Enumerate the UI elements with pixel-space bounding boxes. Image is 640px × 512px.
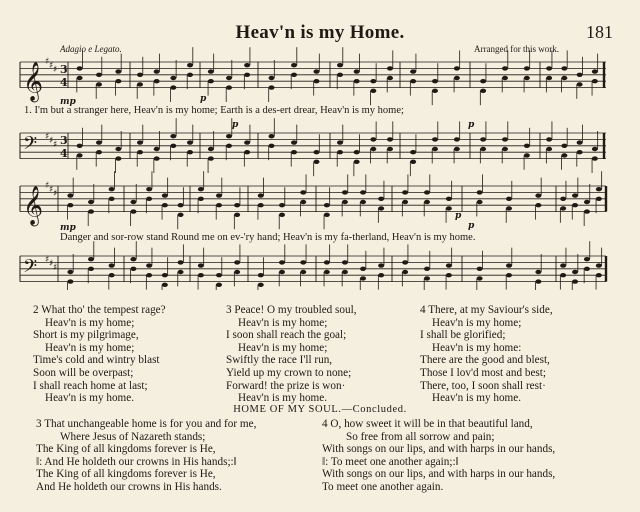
- note-head: [424, 267, 430, 271]
- note-head: [198, 197, 204, 201]
- note-head: [446, 263, 452, 267]
- note-head: [170, 144, 176, 148]
- note-head: [432, 79, 438, 83]
- note-head: [342, 270, 348, 274]
- note-head: [410, 79, 416, 83]
- verse-line: With songs on our lips, and with harps in our hands,: [322, 468, 556, 481]
- sharp-sign: ♯: [53, 65, 58, 75]
- note-head: [234, 213, 240, 217]
- note-head: [360, 200, 366, 204]
- verse-line: Yield up my crown to none;: [226, 366, 352, 379]
- note-head: [96, 140, 102, 144]
- note-head: [300, 200, 306, 204]
- note-head: [477, 276, 483, 280]
- note-head: [187, 140, 193, 144]
- note-head: [208, 79, 214, 83]
- note-head: [592, 156, 598, 160]
- note-head: [67, 279, 73, 283]
- note-head: [584, 200, 590, 204]
- sharp-sign: ♯: [45, 132, 50, 142]
- verse-line: Soon will be overpast;: [33, 366, 134, 379]
- verse-line: So free from all sorrow and pain;: [346, 430, 495, 443]
- note-head: [226, 76, 232, 80]
- verse-line: Heav'n is my home;: [432, 316, 522, 329]
- note-head: [424, 190, 430, 194]
- verse-line: Heav'n is my home.: [432, 392, 522, 405]
- note-head: [584, 209, 590, 213]
- note-head: [234, 270, 240, 274]
- note-head: [560, 197, 566, 201]
- note-head: [370, 137, 376, 141]
- note-head: [560, 263, 566, 267]
- note-head: [592, 147, 598, 151]
- note-head: [480, 79, 486, 83]
- note-head: [269, 85, 275, 89]
- note-head: [360, 267, 366, 271]
- verse-line: Heav'n is my home:: [432, 341, 522, 354]
- note-head: [535, 270, 541, 274]
- note-head: [154, 79, 160, 83]
- verse-line: Heav'n is my home;: [45, 341, 135, 354]
- note-head: [269, 144, 275, 148]
- note-head: [561, 144, 567, 148]
- note-head: [154, 147, 160, 151]
- note-head: [337, 140, 343, 144]
- note-head: [109, 197, 115, 201]
- note-head: [432, 147, 438, 151]
- note-head: [226, 144, 232, 148]
- note-head: [577, 150, 583, 154]
- note-head: [88, 257, 94, 261]
- verse-line: 4 O, how sweet it will be in that beautiful land,: [322, 418, 533, 430]
- note-head: [454, 137, 460, 141]
- note-head: [387, 147, 393, 151]
- note-head: [234, 260, 240, 264]
- sharp-sign: ♯: [45, 57, 50, 67]
- note-head: [480, 137, 486, 141]
- note-head: [502, 66, 508, 70]
- note-head: [354, 160, 360, 164]
- verse-line: I soon shall reach the goal;: [226, 329, 347, 342]
- note-head: [67, 270, 73, 274]
- note-head: [216, 193, 222, 197]
- dynamic-marking: p: [468, 120, 475, 130]
- note-head: [572, 203, 578, 207]
- verse-line: There, too, I soon shall rest·: [420, 379, 546, 392]
- note-head: [208, 156, 214, 160]
- note-head: [258, 203, 264, 207]
- note-head: [115, 156, 121, 160]
- note-head: [561, 76, 567, 80]
- note-head: [279, 203, 285, 207]
- note-head: [154, 156, 160, 160]
- note-head: [291, 73, 297, 77]
- note-head: [291, 150, 297, 154]
- note-head: [584, 267, 590, 271]
- note-head: [198, 187, 204, 191]
- note-head: [584, 257, 590, 261]
- verse-line: I shall be glorified;: [420, 329, 506, 342]
- note-head: [198, 263, 204, 267]
- concluded-verse-3: [36, 418, 256, 494]
- verse-line: There are the good and blest,: [420, 354, 550, 367]
- note-head: [187, 63, 193, 67]
- note-head: [535, 279, 541, 283]
- note-head: [146, 197, 152, 201]
- note-head: [178, 260, 184, 264]
- dynamic-marking: mp: [60, 223, 76, 233]
- verse-4: [420, 304, 553, 405]
- note-head: [592, 69, 598, 73]
- sharp-sign: ♯: [49, 185, 54, 195]
- note-head: [378, 273, 384, 277]
- note-head: [360, 276, 366, 280]
- note-head: [300, 260, 306, 264]
- note-head: [387, 137, 393, 141]
- verse-3: [226, 304, 357, 405]
- tempo-marking: Adagio e Legato.: [60, 44, 122, 54]
- note-head: [560, 206, 566, 210]
- note-head: [506, 197, 512, 201]
- note-head: [77, 66, 83, 70]
- note-head: [446, 206, 452, 210]
- note-head: [146, 273, 152, 277]
- note-head: [77, 144, 83, 148]
- note-head: [96, 82, 102, 86]
- note-head: [279, 213, 285, 217]
- note-head: [402, 260, 408, 264]
- note-head: [337, 150, 343, 154]
- note-head: [137, 82, 143, 86]
- verse-line: Heav'n is my home.: [238, 392, 328, 405]
- note-head: [572, 193, 578, 197]
- note-head: [216, 283, 222, 287]
- verse-line: 3 Peace! O my troubled soul,: [226, 304, 357, 316]
- note-head: [446, 197, 452, 201]
- note-head: [115, 79, 121, 83]
- note-head: [370, 147, 376, 151]
- note-head: [524, 76, 530, 80]
- note-head: [115, 69, 121, 73]
- note-head: [596, 273, 602, 277]
- note-head: [477, 200, 483, 204]
- note-head: [258, 273, 264, 277]
- note-head: [67, 203, 73, 207]
- note-head: [480, 89, 486, 93]
- note-head: [506, 263, 512, 267]
- note-head: [258, 193, 264, 197]
- note-head: [577, 82, 583, 86]
- note-head: [300, 270, 306, 274]
- note-head: [96, 150, 102, 154]
- treble-clef: 𝄞: [23, 185, 44, 226]
- note-head: [88, 200, 94, 204]
- note-head: [337, 63, 343, 67]
- note-head: [506, 273, 512, 277]
- note-head: [258, 283, 264, 287]
- note-head: [314, 79, 320, 83]
- sharp-sign: ♯: [49, 259, 54, 269]
- note-head: [354, 79, 360, 83]
- sharp-sign: ♯: [45, 255, 50, 265]
- note-head: [402, 200, 408, 204]
- note-head: [67, 193, 73, 197]
- note-head: [370, 89, 376, 93]
- treble-clef: 𝄞: [23, 61, 44, 102]
- note-head: [342, 190, 348, 194]
- note-head: [477, 190, 483, 194]
- note-head: [115, 147, 121, 151]
- note-head: [446, 273, 452, 277]
- time-signature: 3: [60, 134, 68, 147]
- verse-line: The King of all kingdoms forever is He,: [36, 443, 216, 456]
- verse-line: Where Jesus of Nazareth stands;: [60, 430, 206, 443]
- dynamic-marking: mp: [60, 97, 76, 107]
- verse-line: Heav'n is my home;: [238, 316, 328, 329]
- note-head: [546, 147, 552, 151]
- note-head: [162, 283, 168, 287]
- note-head: [324, 260, 330, 264]
- note-head: [208, 69, 214, 73]
- note-head: [216, 273, 222, 277]
- note-head: [387, 66, 393, 70]
- note-head: [454, 76, 460, 80]
- note-head: [216, 203, 222, 207]
- note-head: [146, 187, 152, 191]
- note-head: [187, 73, 193, 77]
- note-head: [577, 73, 583, 77]
- note-head: [342, 260, 348, 264]
- lyrics-line-1: 1. I'm but a stranger here, Heav'n is my home; Earth is a des-ert drear, Heav'n is my home;: [24, 105, 404, 116]
- note-head: [109, 187, 115, 191]
- note-head: [524, 144, 530, 148]
- note-head: [370, 79, 376, 83]
- note-head: [109, 273, 115, 277]
- verse-line: The King of all kingdoms forever is He,: [36, 468, 216, 481]
- note-head: [506, 206, 512, 210]
- note-head: [387, 76, 393, 80]
- note-head: [269, 76, 275, 80]
- sharp-sign: ♯: [45, 181, 50, 191]
- bass-clef: 𝄢: [23, 133, 38, 159]
- note-head: [480, 147, 486, 151]
- sharp-sign: ♯: [49, 136, 54, 146]
- verse-line: And He holdeth our crowns in His hands.: [36, 480, 222, 493]
- note-head: [178, 203, 184, 207]
- verse-line: 4 There, at my Saviour's side,: [420, 304, 553, 316]
- note-head: [560, 273, 566, 277]
- note-head: [378, 263, 384, 267]
- note-head: [291, 63, 297, 67]
- lyrics-line-2: Danger and sor-row stand Round me on ev-'ry hand; Heav'n is my fa-therland, Heav'n is my home.: [60, 232, 476, 243]
- note-head: [342, 200, 348, 204]
- verse-line: ‖: To meet one another again;:‖: [322, 455, 459, 468]
- note-head: [170, 76, 176, 80]
- note-head: [354, 69, 360, 73]
- note-head: [596, 197, 602, 201]
- note-head: [378, 197, 384, 201]
- note-head: [314, 160, 320, 164]
- note-head: [130, 267, 136, 271]
- verse-line: 2 What tho' the tempest rage?: [33, 304, 166, 316]
- time-signature: 3: [60, 63, 68, 76]
- note-head: [354, 150, 360, 154]
- verse-line: Swiftly the race I'll run,: [226, 354, 333, 367]
- note-head: [279, 270, 285, 274]
- note-head: [524, 153, 530, 157]
- note-head: [410, 69, 416, 73]
- note-head: [546, 137, 552, 141]
- note-head: [577, 140, 583, 144]
- verse-line: ‖: And He holdeth our crowns in His hands;:‖: [36, 455, 237, 468]
- note-head: [234, 203, 240, 207]
- note-head: [198, 273, 204, 277]
- note-head: [572, 279, 578, 283]
- note-head: [502, 137, 508, 141]
- note-head: [162, 273, 168, 277]
- note-head: [130, 200, 136, 204]
- note-head: [170, 85, 176, 89]
- verse-line: Short is my pilgrimage,: [33, 329, 139, 342]
- note-head: [170, 134, 176, 138]
- note-head: [454, 66, 460, 70]
- sharp-sign: ♯: [53, 140, 58, 150]
- note-head: [244, 150, 250, 154]
- note-head: [314, 150, 320, 154]
- note-head: [77, 76, 83, 80]
- note-head: [137, 73, 143, 77]
- note-head: [535, 193, 541, 197]
- note-head: [424, 276, 430, 280]
- note-head: [596, 263, 602, 267]
- note-head: [360, 190, 366, 194]
- verse-line: Heav'n is my home;: [238, 341, 328, 354]
- concluded-verse-4: [322, 418, 555, 494]
- verse-line: 3 That unchangeable home is for you and for me,: [36, 418, 257, 430]
- note-head: [477, 267, 483, 271]
- note-head: [424, 200, 430, 204]
- sharp-sign: ♯: [53, 189, 58, 199]
- verse-line: Time's cold and wintry blast: [33, 354, 160, 367]
- note-head: [226, 85, 232, 89]
- note-head: [596, 187, 602, 191]
- note-head: [410, 160, 416, 164]
- note-head: [244, 73, 250, 77]
- note-head: [524, 66, 530, 70]
- note-head: [410, 150, 416, 154]
- note-head: [208, 147, 214, 151]
- note-head: [187, 150, 193, 154]
- note-head: [137, 140, 143, 144]
- verse-2: [33, 304, 166, 405]
- verse-line: With songs on our lips, and with harps in our hands,: [322, 443, 556, 456]
- note-head: [402, 190, 408, 194]
- time-signature: 4: [60, 76, 68, 89]
- verse-line: To meet one another again.: [322, 480, 444, 493]
- note-head: [300, 190, 306, 194]
- note-head: [337, 73, 343, 77]
- note-head: [137, 150, 143, 154]
- note-head: [77, 153, 83, 157]
- note-head: [546, 66, 552, 70]
- time-signature: 4: [60, 147, 68, 160]
- note-head: [109, 263, 115, 267]
- note-head: [561, 66, 567, 70]
- note-head: [178, 270, 184, 274]
- note-head: [432, 89, 438, 93]
- dynamic-marking: p: [200, 94, 207, 104]
- verse-line: I shall reach home at last;: [33, 379, 148, 392]
- note-head: [502, 76, 508, 80]
- dynamic-marking: p: [455, 211, 462, 221]
- note-head: [178, 213, 184, 217]
- dynamic-marking: p: [468, 221, 475, 231]
- note-head: [454, 147, 460, 151]
- note-head: [324, 213, 330, 217]
- note-head: [162, 193, 168, 197]
- note-head: [146, 263, 152, 267]
- note-head: [324, 203, 330, 207]
- note-head: [291, 140, 297, 144]
- note-head: [130, 209, 136, 213]
- verse-line: Heav'n is my home;: [45, 316, 135, 329]
- note-head: [314, 69, 320, 73]
- note-head: [244, 140, 250, 144]
- concluded-heading: HOME OF MY SOUL.—Concluded.: [233, 404, 407, 415]
- page-title: Heav'n is my Home.: [235, 22, 405, 43]
- note-head: [279, 260, 285, 264]
- note-head: [546, 76, 552, 80]
- note-head: [561, 153, 567, 157]
- note-head: [226, 134, 232, 138]
- note-head: [244, 63, 250, 67]
- verse-line: Those I lov'd most and best;: [420, 366, 546, 379]
- page-number: 181: [586, 22, 613, 42]
- note-head: [324, 270, 330, 274]
- note-head: [592, 79, 598, 83]
- sharp-sign: ♯: [53, 263, 58, 273]
- sharp-sign: ♯: [49, 61, 54, 71]
- bass-clef: 𝄢: [23, 256, 38, 282]
- note-head: [502, 147, 508, 151]
- note-head: [96, 73, 102, 77]
- note-head: [269, 134, 275, 138]
- note-head: [402, 270, 408, 274]
- note-head: [88, 209, 94, 213]
- note-head: [154, 69, 160, 73]
- note-head: [432, 137, 438, 141]
- verse-line: Forward! the prize is won·: [226, 379, 346, 392]
- dynamic-marking: p: [232, 120, 239, 130]
- note-head: [572, 270, 578, 274]
- note-head: [378, 206, 384, 210]
- arrangement-credit: Arranged for this work.: [474, 44, 559, 54]
- note-head: [162, 203, 168, 207]
- note-head: [88, 267, 94, 271]
- verse-line: Heav'n is my home.: [45, 392, 135, 405]
- note-head: [130, 257, 136, 261]
- note-head: [535, 203, 541, 207]
